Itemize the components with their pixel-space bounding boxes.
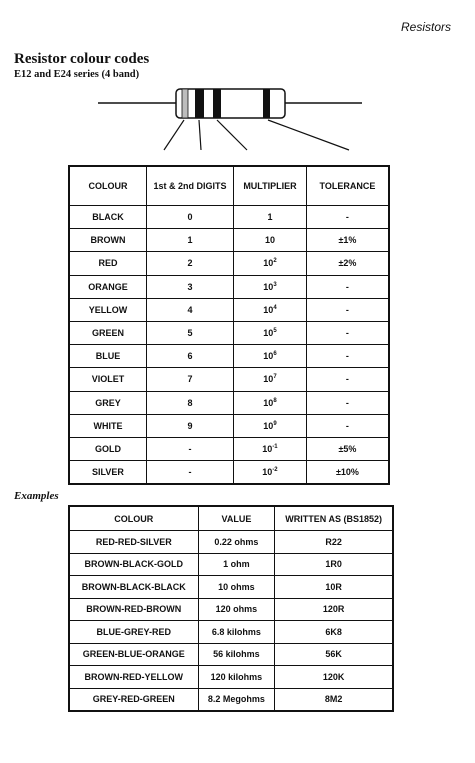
colour-cell: ORANGE [69,275,146,298]
multiplier-cell [234,206,307,229]
column-header-colour: COLOUR [69,506,198,531]
colour-sequence-cell: GREY-RED-GREEN [69,688,198,711]
table-row [69,688,393,711]
multiplier-exponent: -2 [272,467,278,474]
multiplier-cell [234,437,307,460]
table-row [69,252,389,275]
multiplier-base: 10 [263,374,274,385]
colour-cell: GREEN [69,321,146,344]
resistor-band-2 [195,89,204,118]
tolerance-cell: - [306,275,389,298]
multiplier-exponent: 4 [273,304,277,311]
multiplier-base: 1 [267,212,273,223]
digit-cell: 2 [146,252,233,275]
colour-cell: YELLOW [69,298,146,321]
examples-table [68,505,394,712]
multiplier-exponent: 6 [273,351,277,358]
multiplier-base: 10 [262,467,273,478]
tolerance-cell: ±5% [306,437,389,460]
digit-cell: 3 [146,275,233,298]
digit-cell: 9 [146,414,233,437]
multiplier-cell [234,275,307,298]
pointer-line-3 [217,120,247,150]
value-cell: 10 ohms [198,576,275,599]
colour-cell: BROWN [69,229,146,252]
written-as-cell: 6K8 [275,621,393,644]
digit-cell: 1 [146,229,233,252]
pointer-line-1 [164,120,184,150]
multiplier-exponent: 2 [273,258,277,265]
examples-label: Examples [14,490,59,502]
multiplier-base: 10 [263,420,274,431]
colour-cell: SILVER [69,461,146,485]
colour-sequence-cell: BROWN-BLACK-GOLD [69,553,198,576]
column-header-tolerance: TOLERANCE [306,166,389,206]
page-subtitle: E12 and E24 series (4 band) [14,69,140,80]
pointer-line-2 [199,120,201,150]
tolerance-cell: - [306,345,389,368]
resistor-band-1 [182,89,188,118]
table-row [69,598,393,621]
multiplier-cell [234,391,307,414]
written-as-cell: 8M2 [275,688,393,711]
multiplier-base: 10 [263,328,274,339]
colour-sequence-cell: BROWN-RED-BROWN [69,598,198,621]
colour-sequence-cell: BROWN-RED-YELLOW [69,666,198,689]
table-row [69,321,389,344]
column-header-value: VALUE [198,506,275,531]
digit-cell: 8 [146,391,233,414]
tolerance-cell: ±1% [306,229,389,252]
tolerance-cell: ±2% [306,252,389,275]
colour-cell: BLUE [69,345,146,368]
resistor-band-4 [263,89,270,118]
digit-cell: 6 [146,345,233,368]
column-header-colour: COLOUR [69,166,146,206]
colour-sequence-cell: GREEN-BLUE-ORANGE [69,643,198,666]
column-header-digits: 1st & 2nd DIGITS [146,166,233,206]
written-as-cell: R22 [275,531,393,554]
column-header-multiplier: MULTIPLIER [234,166,307,206]
multiplier-base: 10 [263,397,274,408]
table-row [69,229,389,252]
digit-cell: 0 [146,206,233,229]
resistor-band-3 [213,89,221,118]
table-row [69,391,389,414]
column-header-written-as: WRITTEN AS (BS1852) [275,506,393,531]
value-cell: 56 kilohms [198,643,275,666]
multiplier-cell [234,345,307,368]
table-row [69,275,389,298]
tolerance-cell: - [306,298,389,321]
written-as-cell: 56K [275,643,393,666]
value-cell: 6.8 kilohms [198,621,275,644]
written-as-cell: 10R [275,576,393,599]
digit-cell: 5 [146,321,233,344]
colour-sequence-cell: RED-RED-SILVER [69,531,198,554]
table-header-row [69,506,393,531]
table-row [69,414,389,437]
colour-code-table [68,165,390,485]
value-cell: 1 ohm [198,553,275,576]
table-row [69,368,389,391]
value-cell: 120 kilohms [198,666,275,689]
table-row [69,576,393,599]
table-header-row [69,166,389,206]
tolerance-cell: - [306,321,389,344]
multiplier-exponent: 9 [273,420,277,427]
colour-sequence-cell: BROWN-BLACK-BLACK [69,576,198,599]
digit-cell: - [146,461,233,485]
multiplier-cell [234,368,307,391]
multiplier-exponent: 8 [273,397,277,404]
multiplier-cell [234,298,307,321]
written-as-cell: 120K [275,666,393,689]
tolerance-cell: ±10% [306,461,389,485]
value-cell: 0.22 ohms [198,531,275,554]
multiplier-base: 10 [263,351,274,362]
table-row [69,621,393,644]
digit-cell: 4 [146,298,233,321]
multiplier-cell [234,461,307,485]
multiplier-cell [234,252,307,275]
digit-cell: 7 [146,368,233,391]
multiplier-base: 10 [264,235,275,246]
resistor-diagram [0,82,475,154]
multiplier-base: 10 [262,443,273,454]
table-row [69,437,389,460]
colour-cell: RED [69,252,146,275]
table-row [69,206,389,229]
tolerance-cell: - [306,391,389,414]
multiplier-exponent: 5 [273,328,277,335]
multiplier-base: 10 [263,304,274,315]
value-cell: 120 ohms [198,598,275,621]
multiplier-base: 10 [263,258,274,269]
page-header: Resistors [400,20,451,34]
pointer-line-4 [268,120,349,150]
multiplier-cell [234,229,307,252]
multiplier-cell [234,321,307,344]
table-row [69,531,393,554]
colour-sequence-cell: BLUE-GREY-RED [69,621,198,644]
multiplier-cell [234,414,307,437]
colour-cell: VIOLET [69,368,146,391]
value-cell: 8.2 Megohms [198,688,275,711]
colour-cell: WHITE [69,414,146,437]
colour-cell: GREY [69,391,146,414]
multiplier-exponent: -1 [272,443,278,450]
colour-cell: BLACK [69,206,146,229]
table-row [69,298,389,321]
table-row [69,666,393,689]
written-as-cell: 1R0 [275,553,393,576]
digit-cell: - [146,437,233,460]
multiplier-exponent: 3 [273,281,277,288]
table-row [69,345,389,368]
written-as-cell: 120R [275,598,393,621]
tolerance-cell: - [306,368,389,391]
table-row [69,553,393,576]
multiplier-base: 10 [263,281,274,292]
table-row [69,643,393,666]
table-row [69,461,389,485]
tolerance-cell: - [306,414,389,437]
colour-cell: GOLD [69,437,146,460]
tolerance-cell: - [306,206,389,229]
multiplier-exponent: 7 [273,374,277,381]
page-title: Resistor colour codes [14,51,150,67]
